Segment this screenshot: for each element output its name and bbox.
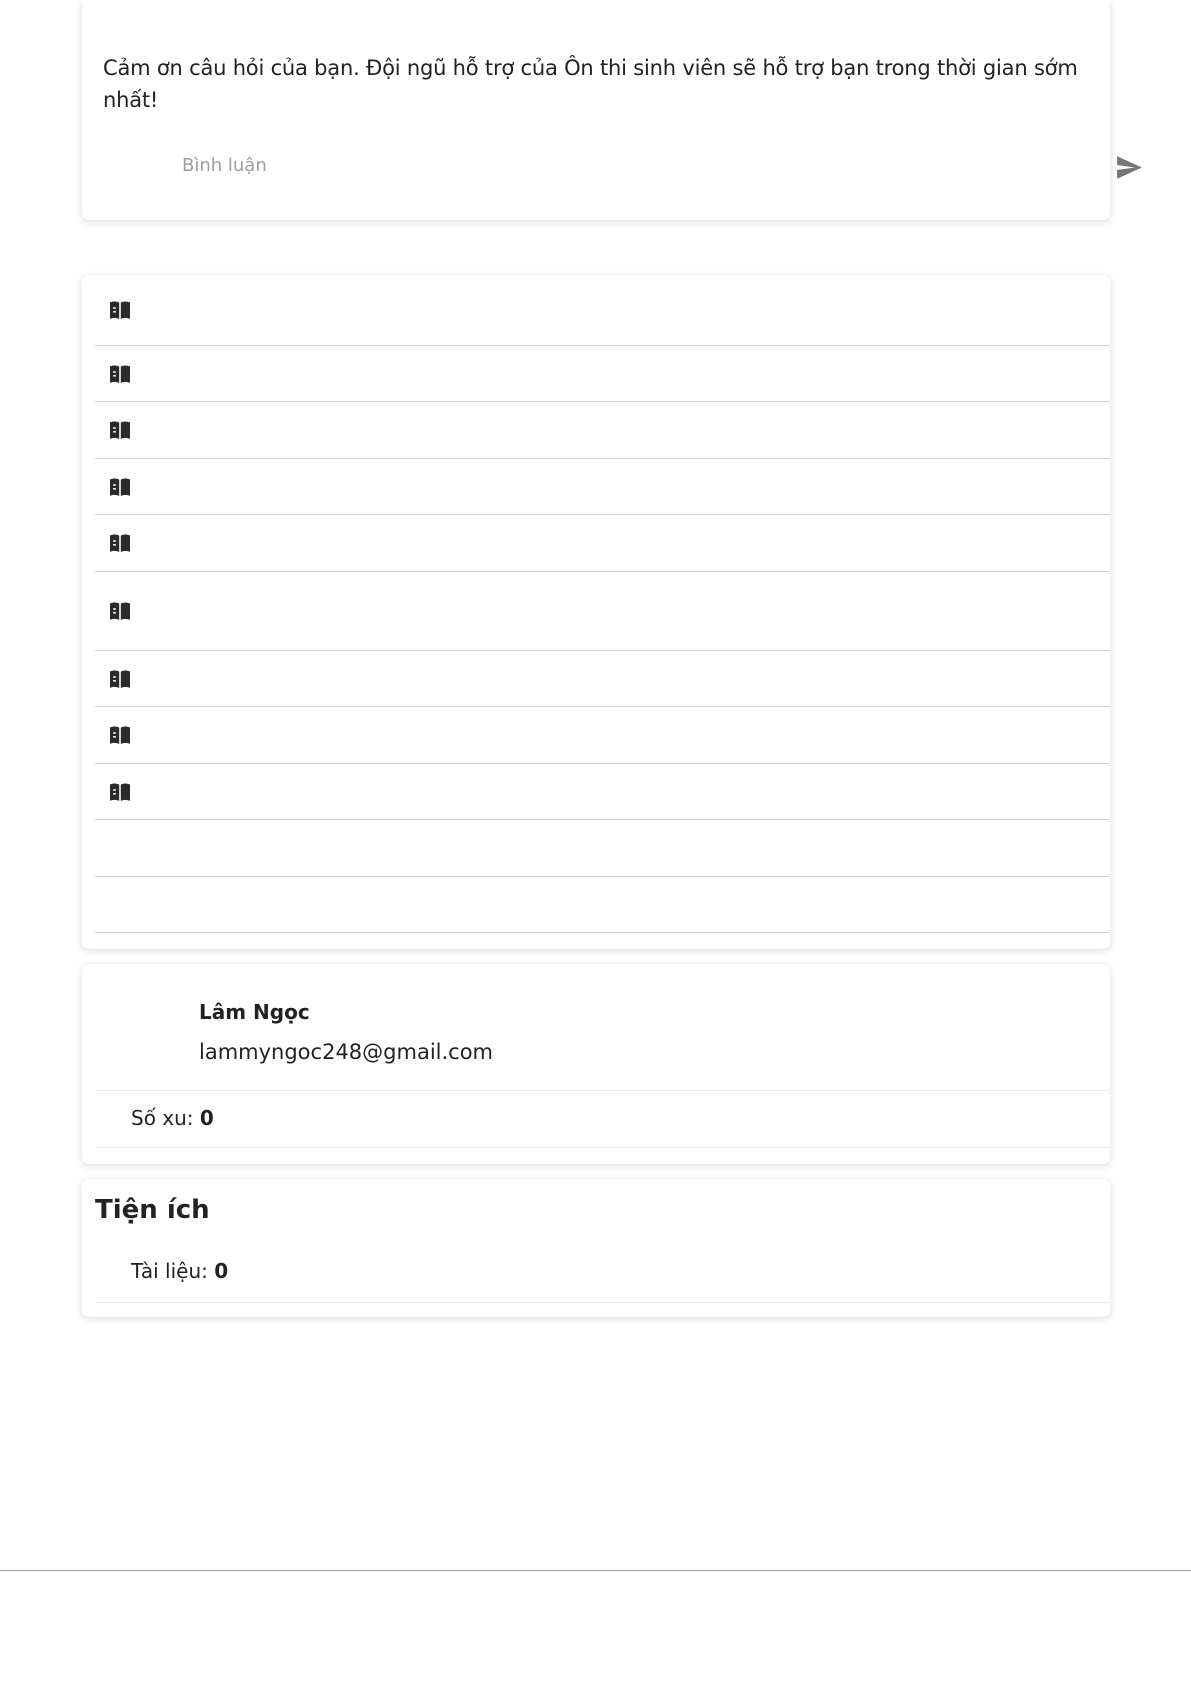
reply-card xyxy=(82,0,1110,220)
document-list-item[interactable] xyxy=(95,459,1110,515)
footer-divider xyxy=(0,1570,1191,1571)
document-list-item[interactable] xyxy=(95,764,1110,820)
document-list-item[interactable] xyxy=(95,515,1110,572)
document-count-value: 0 xyxy=(214,1259,229,1283)
document-count-label: Tài liệu: xyxy=(131,1259,208,1283)
profile-email: lammyngoc248@gmail.com xyxy=(199,1040,494,1064)
document-count xyxy=(131,1259,228,1283)
book-icon xyxy=(109,300,131,320)
document-list-card xyxy=(82,275,1110,949)
send-button[interactable] xyxy=(1112,150,1146,184)
coin-value: 0 xyxy=(199,1106,214,1130)
book-icon xyxy=(109,669,131,689)
utilities-title: Tiện ích xyxy=(95,1195,210,1225)
book-icon xyxy=(109,533,131,553)
profile-card xyxy=(82,964,1110,1164)
book-icon xyxy=(109,601,131,621)
book-icon xyxy=(109,420,131,440)
document-list-item[interactable] xyxy=(95,275,1110,346)
book-icon xyxy=(109,782,131,802)
profile-name: Lâm Ngọc xyxy=(199,1000,310,1024)
document-list-item[interactable] xyxy=(95,820,1110,877)
book-icon xyxy=(109,477,131,497)
document-list-item[interactable] xyxy=(95,402,1110,459)
document-list-item[interactable] xyxy=(95,346,1110,402)
comment-input[interactable] xyxy=(182,148,1062,182)
reply-message: Cảm ơn câu hỏi của bạn. Đội ngũ hỗ trợ của Ôn thi sinh viên sẽ hỗ trợ bạn trong thời gian sớm nhất! xyxy=(103,56,1078,112)
document-list-item[interactable] xyxy=(95,877,1110,933)
profile-divider xyxy=(95,1147,1110,1148)
utilities-card xyxy=(82,1179,1110,1317)
document-list-item[interactable] xyxy=(95,651,1110,707)
book-icon xyxy=(109,725,131,745)
coin-balance xyxy=(131,1106,214,1130)
book-icon xyxy=(109,364,131,384)
profile-divider xyxy=(95,1090,1110,1091)
document-list-item[interactable] xyxy=(95,707,1110,764)
send-icon xyxy=(1116,155,1143,180)
utilities-divider xyxy=(95,1302,1110,1303)
document-list-item[interactable] xyxy=(95,572,1110,651)
coin-label: Số xu: xyxy=(131,1106,194,1130)
